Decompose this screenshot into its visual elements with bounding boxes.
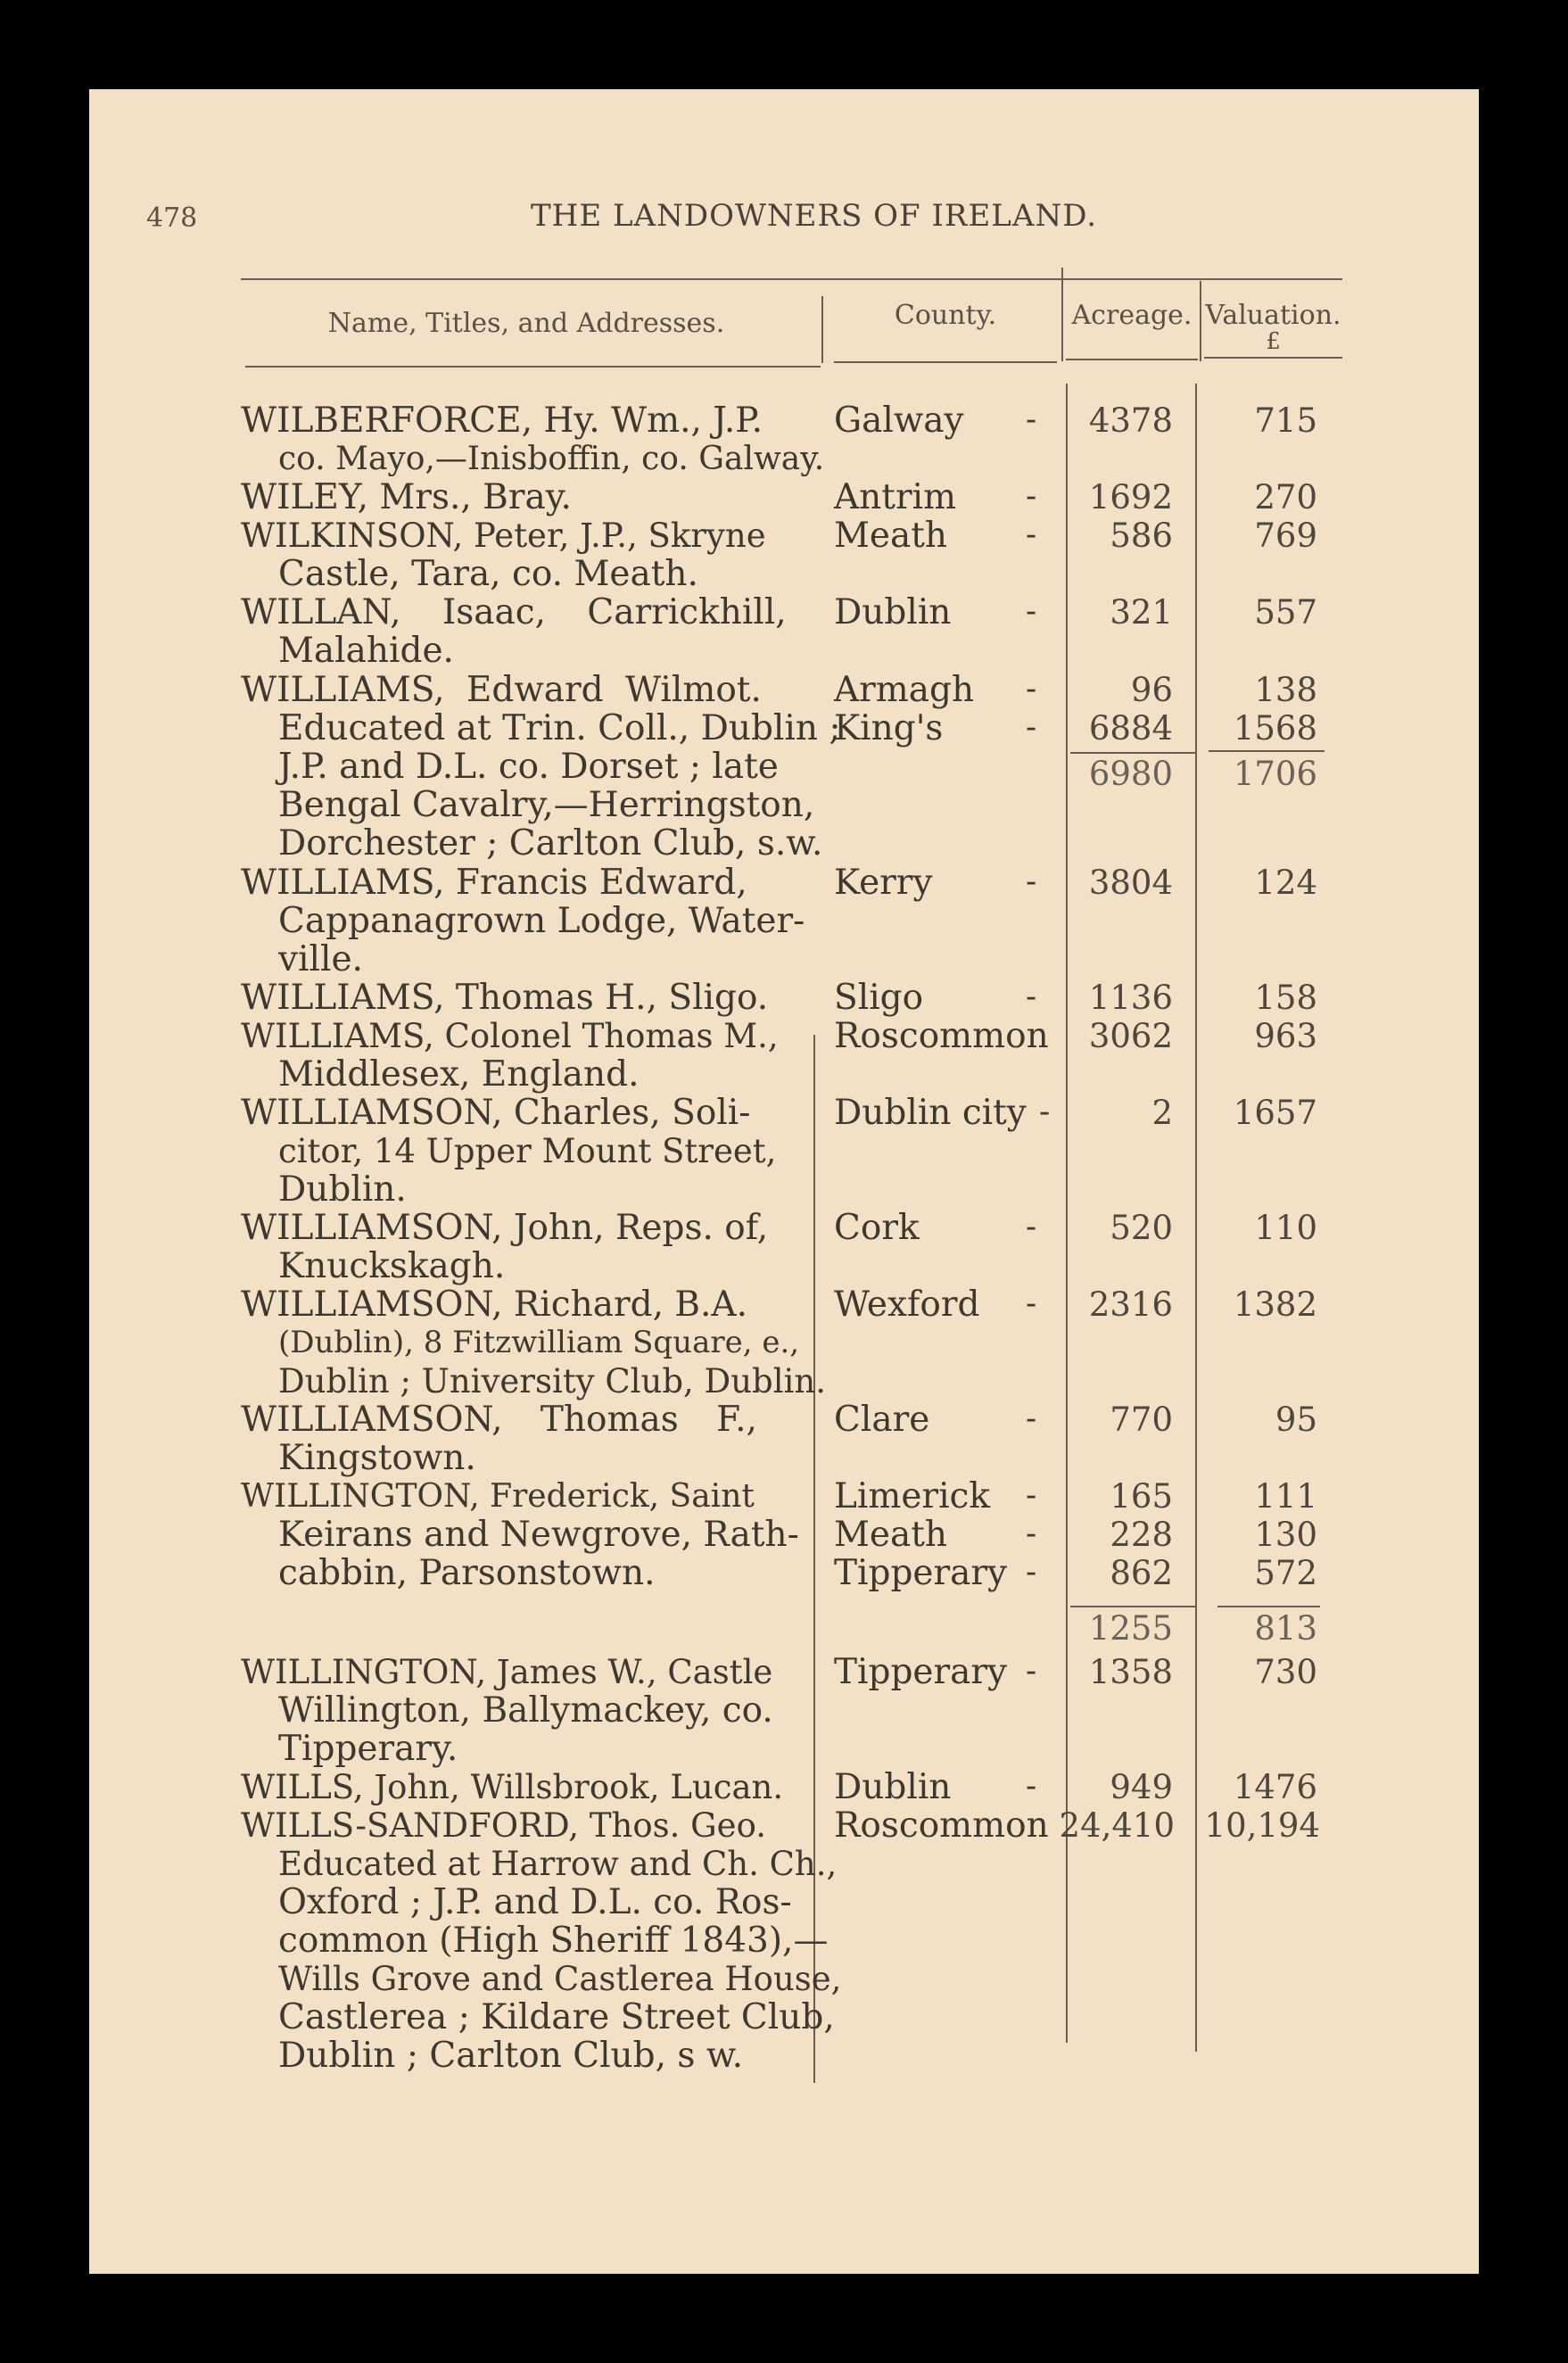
county-cell: Clare: [834, 1400, 930, 1440]
entry-line: WILKINSON, Peter, J.P., Skryne: [241, 516, 766, 555]
acreage-total: 1255: [1088, 1609, 1173, 1648]
page-number: 478: [146, 202, 198, 234]
entry-line: WILLIAMSON, Thomas F.,: [241, 1400, 757, 1440]
dash-cell: -: [1026, 478, 1037, 515]
county-cell: Antrim: [834, 477, 957, 517]
entry-line: WILLIAMSON, Richard, B.A.: [241, 1285, 747, 1325]
header-top-rule: [241, 278, 1342, 280]
valuation-cell: 1476: [1233, 1768, 1317, 1806]
column-divider: [1061, 268, 1063, 361]
entry-line: Knuckskagh.: [278, 1246, 506, 1286]
county-cell: Limerick: [834, 1476, 991, 1516]
valuation-cell: 715: [1254, 401, 1317, 440]
running-title: THE LANDOWNERS OF IRELAND.: [531, 198, 1098, 234]
acreage-cell: 1358: [1088, 1653, 1173, 1691]
valuation-total: 813: [1254, 1609, 1317, 1648]
header-bottom-rule: [1066, 359, 1198, 360]
landowner-entry: [241, 1400, 807, 1477]
subtotal-rule: [1070, 752, 1195, 754]
acreage-cell: 321: [1110, 593, 1173, 632]
valuation-cell: 730: [1254, 1653, 1317, 1691]
county-cell: Dublin: [834, 1767, 952, 1807]
acreage-cell: 3062: [1088, 1017, 1173, 1055]
valuation-cell: 130: [1254, 1516, 1317, 1554]
entry-line: Dublin ; University Club, Dublin.: [278, 1362, 826, 1400]
valuation-cell: 10,194: [1204, 1806, 1320, 1845]
entry-line: citor, 14 Upper Mount Street,: [278, 1132, 777, 1170]
entry-line: WILBERFORCE, Hy. Wm., J.P.: [241, 401, 763, 441]
landowner-entry: [241, 1285, 826, 1400]
column-header-acreage: Acreage.: [1071, 300, 1193, 331]
valuation-cell: 158: [1254, 979, 1317, 1017]
dash-cell: -: [1026, 671, 1037, 707]
entry-line: Keirans and Newgrove, Rath-: [278, 1515, 799, 1555]
valuation-cell: 110: [1254, 1209, 1317, 1247]
entry-line: WILLAN, Isaac, Carrickhill,: [241, 592, 787, 632]
county-cell: Galway: [834, 401, 964, 441]
entry-line: WILLINGTON, Frederick, Saint: [241, 1478, 755, 1515]
landowner-entry: [241, 1209, 807, 1285]
landowner-entry: [241, 1477, 807, 1592]
valuation-cell: 270: [1254, 478, 1317, 516]
acreage-cell: 6884: [1088, 709, 1173, 748]
entry-line: (Dublin), 8 Fitzwilliam Square, e.,: [278, 1325, 800, 1360]
county-cell: Sligo: [834, 978, 924, 1018]
dash-cell: -: [1026, 1516, 1037, 1552]
entry-line: WILLINGTON, James W., Castle: [241, 1653, 773, 1691]
subtotal-rule: [1209, 750, 1325, 752]
entry-line: Educated at Trin. Coll., Dublin ;: [278, 708, 841, 748]
subtotal-rule: [1217, 1606, 1320, 1607]
dash-cell: -: [1026, 593, 1037, 630]
dash-cell: -: [1026, 709, 1037, 746]
entry-line: WILLIAMS, Thomas H., Sligo.: [241, 978, 769, 1018]
header-bottom-rule: [1204, 357, 1342, 359]
county-cell: Dublin: [834, 592, 952, 632]
acreage-cell: 2: [1151, 1094, 1173, 1132]
county-cell: Dublin city: [834, 1093, 1027, 1133]
entry-line: WILLS, John, Willsbrook, Lucan.: [241, 1768, 784, 1806]
entry-line: Cappanagrown Lodge, Water-: [278, 901, 805, 941]
landowner-entry: [241, 1806, 842, 2076]
entry-line: WILEY, Mrs., Bray.: [241, 477, 572, 517]
county-cell: Meath: [834, 516, 948, 556]
entry-line: WILLIAMSON, Charles, Soli-: [241, 1093, 751, 1133]
valuation-cell: 963: [1254, 1017, 1317, 1055]
valuation-cell: 1382: [1233, 1285, 1317, 1324]
acreage-cell: 165: [1110, 1477, 1173, 1516]
acreage-cell: 228: [1110, 1516, 1173, 1554]
acreage-cell: 520: [1110, 1209, 1173, 1247]
dash-cell: -: [1026, 401, 1037, 438]
valuation-cell: 557: [1254, 593, 1317, 632]
county-cell: Roscommon: [834, 1016, 1049, 1056]
county-cell: Kerry: [834, 863, 933, 903]
entry-line: Castlerea ; Kildare Street Club,: [278, 1997, 835, 2037]
acreage-cell: 1692: [1088, 478, 1173, 516]
entry-line: Kingstown.: [278, 1438, 476, 1478]
valuation-cell: 138: [1254, 671, 1317, 709]
entry-line: WILLIAMSON, John, Reps. of,: [241, 1208, 769, 1248]
landowner-entry: [241, 1768, 807, 1806]
acreage-cell: 96: [1130, 671, 1173, 709]
entry-line: Castle, Tara, co. Meath.: [278, 554, 698, 594]
dash-cell: -: [1026, 1653, 1037, 1690]
acreage-cell: 770: [1110, 1400, 1173, 1439]
landowner-entry: [241, 1653, 807, 1768]
landowner-entry: [241, 478, 807, 516]
dash-cell: -: [1026, 1554, 1037, 1590]
valuation-cell: 95: [1275, 1400, 1317, 1439]
entry-line: Oxford ; J.P. and D.L. co. Ros-: [278, 1882, 792, 1922]
acreage-cell: 2316: [1088, 1285, 1173, 1324]
acreage-cell: 949: [1110, 1768, 1173, 1806]
acreage-cell: 586: [1110, 516, 1173, 555]
county-cell: Roscommon: [834, 1805, 1049, 1846]
valuation-cell: 1657: [1233, 1094, 1317, 1132]
column-header-name: Name, Titles, and Addresses.: [327, 308, 725, 339]
acreage-cell: 4378: [1088, 401, 1173, 440]
landowner-entry: [241, 1017, 807, 1094]
entry-line: Middlesex, England.: [278, 1054, 640, 1095]
entry-line: WILLIAMS, Colonel Thomas M.,: [241, 1017, 779, 1055]
valuation-total: 1706: [1233, 755, 1317, 793]
county-cell: Meath: [834, 1515, 948, 1555]
acreage-cell: 862: [1110, 1554, 1173, 1592]
column-divider: [821, 296, 823, 363]
valuation-cell: 124: [1254, 863, 1317, 902]
entry-line: Educated at Harrow and Ch. Ch.,: [278, 1845, 838, 1883]
county-cell: Tipperary: [834, 1652, 1008, 1692]
dash-cell: -: [1026, 863, 1037, 900]
entry-line: Dublin.: [278, 1169, 407, 1210]
entry-line: WILLS-SANDFORD, Thos. Geo.: [241, 1806, 766, 1845]
acreage-cell: 24,410: [1059, 1806, 1175, 1845]
entry-line: common (High Sheriff 1843),—: [278, 1921, 829, 1961]
column-header-valuation: Valuation.: [1205, 300, 1341, 331]
landowner-entry: [241, 863, 807, 979]
county-cell: King's: [834, 708, 944, 748]
valuation-cell: 572: [1254, 1554, 1317, 1592]
entry-line: Dorchester ; Carlton Club, s.w.: [278, 823, 823, 863]
dash-cell: -: [1026, 979, 1037, 1015]
valuation-cell: 1568: [1233, 709, 1317, 748]
acreage-cell: 3804: [1088, 863, 1173, 902]
dash-cell: -: [1026, 1400, 1037, 1437]
dash-cell: -: [1026, 1209, 1037, 1245]
entry-line: J.P. and D.L. co. Dorset ; late: [278, 747, 779, 787]
landowner-entry: [241, 979, 807, 1017]
entry-line: Tipperary.: [278, 1729, 458, 1769]
acreage-total: 6980: [1088, 755, 1173, 793]
entry-line: Malahide.: [278, 631, 454, 671]
dash-cell: -: [1026, 1477, 1037, 1514]
county-cell: Cork: [834, 1208, 920, 1248]
entry-line: Dublin ; Carlton Club, s w.: [278, 2036, 743, 2076]
acreage-cell: 1136: [1088, 979, 1173, 1017]
dash-cell: -: [1039, 1094, 1051, 1130]
entry-line: co. Mayo,—Inisboffin, co. Galway.: [278, 441, 825, 477]
header-bottom-rule: [834, 361, 1057, 363]
landowner-entry: [241, 670, 841, 863]
dash-cell: -: [1026, 516, 1037, 553]
column-divider: [1195, 384, 1197, 2052]
dash-cell: -: [1026, 1285, 1037, 1322]
entry-line: Bengal Cavalry,—Herringston,: [278, 785, 815, 825]
column-header-county: County.: [894, 300, 997, 331]
column-header-valuation-unit: £: [1266, 328, 1281, 355]
landowner-entry: [241, 516, 807, 593]
landowner-entry: [241, 1094, 807, 1209]
entry-line: ville.: [278, 939, 363, 979]
landowner-entry: [241, 401, 825, 478]
valuation-cell: 111: [1254, 1477, 1317, 1516]
subtotal-rule: [1070, 1606, 1195, 1607]
county-cell: Wexford: [834, 1285, 980, 1325]
valuation-cell: 769: [1254, 516, 1317, 555]
header-bottom-rule: [245, 366, 821, 368]
entry-line: WILLIAMS, Edward Wilmot.: [241, 670, 762, 710]
dash-cell: -: [1026, 1768, 1037, 1805]
entry-line: Willington, Ballymackey, co.: [278, 1690, 773, 1731]
entry-line: cabbin, Parsonstown.: [278, 1553, 656, 1593]
entry-line: WILLIAMS, Francis Edward,: [241, 863, 747, 903]
landowner-entry: [241, 593, 807, 670]
entry-line: Wills Grove and Castlerea House,: [278, 1960, 842, 1998]
county-cell: Tipperary: [834, 1553, 1008, 1593]
county-cell: Armagh: [834, 670, 975, 710]
